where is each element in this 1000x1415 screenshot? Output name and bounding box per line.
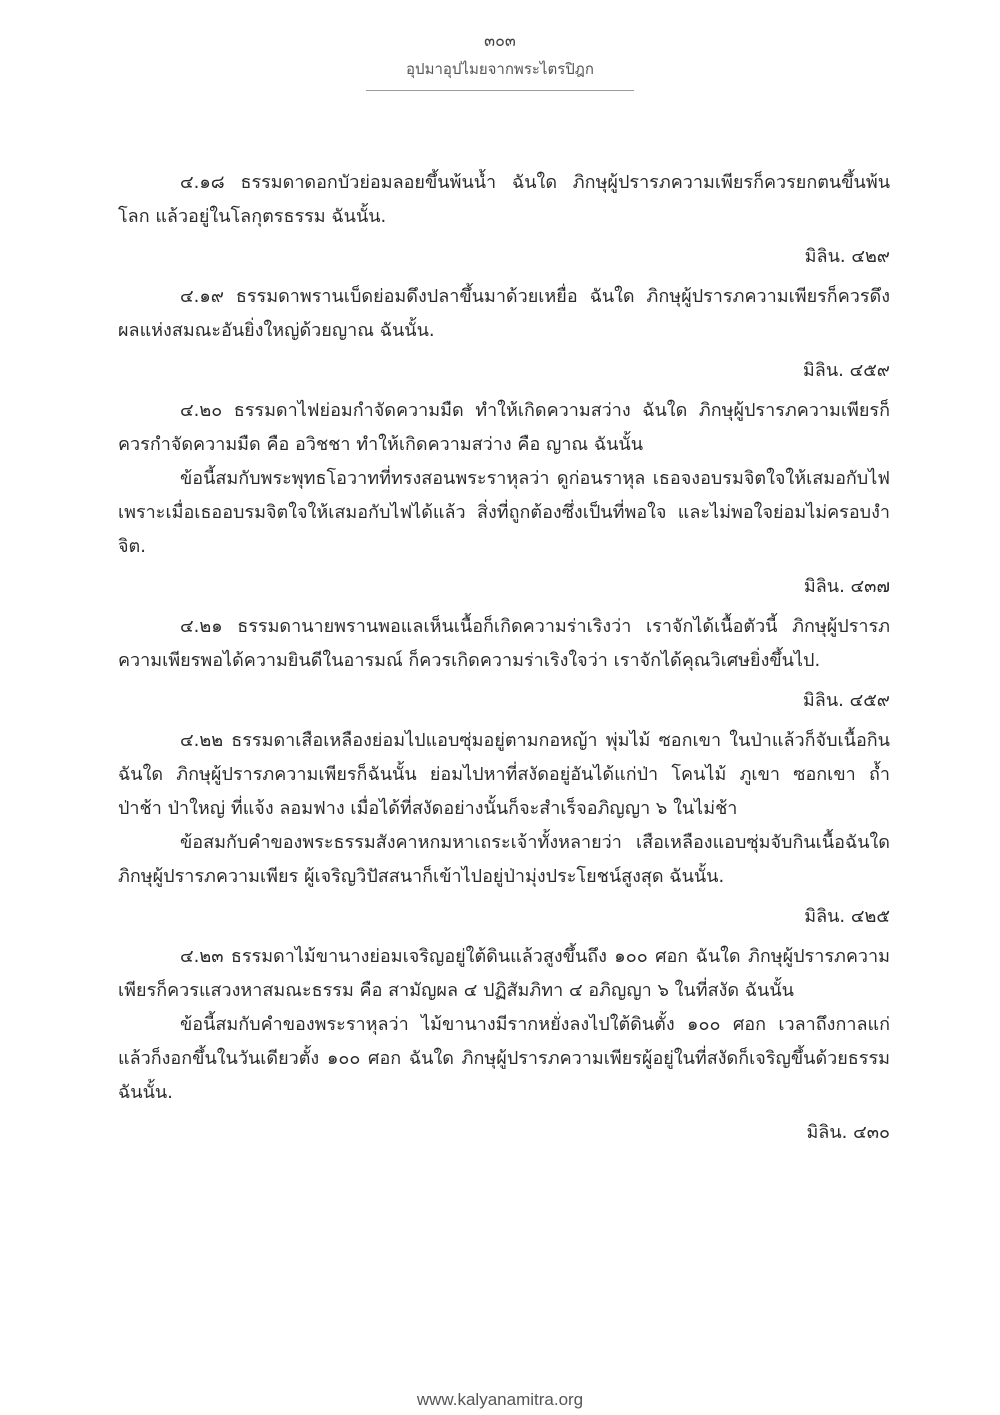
page-number: ๓๐๓ [484, 31, 516, 50]
paragraph-4-23: ๔.๒๓ ธรรมดาไม้ขานางย่อมเจริญอยู่ใต้ดินแล้วสูงขึ้นถึง ๑๐๐ ศอก ฉันใด ภิกษุผู้ปรารภความเพียรก็ควรแสวงหาสมณะธรรม คือ สามัญผล ๔ ปฏิสัมภิทา ๔ อภิญญา ๖ ในที่สงัด ฉันนั้น [118, 946, 890, 1001]
reference-citation: มิลิน. ๔๕๙ [802, 360, 890, 381]
paragraph-4-21: ๔.๒๑ ธรรมดานายพรานพอแลเห็นเนื้อก็เกิดความร่าเริงว่า เราจักได้เนื้อตัวนี้ ภิกษุผู้ปรารภความเพียรพอได้ความยินดีในอารมณ์ ก็ควรเกิดความร่าเริงใจว่า เราจักได้คุณวิเศษยิ่งขึ้นไป. [118, 616, 890, 671]
paragraph-4-20: ๔.๒๐ ธรรมดาไฟย่อมกำจัดความมืด ทำให้เกิดความสว่าง ฉันใด ภิกษุผู้ปรารภความเพียรก็ควรกำจัดความมืด คือ อวิชชา ทำให้เกิดความสว่าง คือ ญาณ ฉันนั้น [118, 400, 890, 455]
page-body [118, 166, 890, 1156]
page-header [0, 30, 1000, 91]
paragraph-4-18: ๔.๑๘ ธรรมดาดอกบัวย่อมลอยขึ้นพ้นน้ำ ฉันใด ภิกษุผู้ปรารภความเพียรก็ควรยกตนขึ้นพ้นโลก แล้วอยู่ในโลกุตรธรรม ฉันนั้น. [118, 172, 890, 227]
paragraph-commentary: ข้อนี้สมกับพระพุทธโอวาทที่ทรงสอนพระราหุลว่า ดูก่อนราหุล เธอจงอบรมจิตใจให้เสมอกับไฟ เพราะเมื่อเธออบรมจิตใจให้เสมอกับไฟได้แล้ว สิ่งที่ถูกต้องซึ่งเป็นที่พอใจ และไม่พอใจย่อมไม่ครอบงำจิต. [118, 468, 890, 557]
reference-citation: มิลิน. ๔๓๐ [806, 1122, 890, 1143]
paragraph-commentary: ข้อนี้สมกับคำของพระราหุลว่า ไม้ขานางมีรากหยั่งลงไปใต้ดินตั้ง ๑๐๐ ศอก เวลาถึงกาลแก่แล้วก็งอกขึ้นในวันเดียวตั้ง ๑๐๐ ศอก ฉันใด ภิกษุผู้ปรารภความเพียรผู้อยู่ในที่สงัดก็เจริญขึ้นด้วยธรรม ฉันนั้น. [118, 1014, 890, 1103]
footer-url: www.kalyanamitra.org [416, 1390, 584, 1409]
paragraph-4-19: ๔.๑๙ ธรรมดาพรานเบ็ดย่อมดึงปลาขึ้นมาด้วยเหยื่อ ฉันใด ภิกษุผู้ปรารภความเพียรก็ควรดึงผลแห่งสมณะอันยิ่งใหญ่ด้วยญาณ ฉันนั้น. [118, 286, 890, 341]
reference-citation: มิลิน. ๔๓๗ [803, 576, 890, 597]
header-divider [366, 90, 634, 91]
paragraph-4-22: ๔.๒๒ ธรรมดาเสือเหลืองย่อมไปแอบซุ่มอยู่ตามกอหญ้า พุ่มไม้ ซอกเขา ในป่าแล้วก็จับเนื้อกิน ฉันใด ภิกษุผู้ปรารภความเพียรก็ฉันนั้น ย่อมไปหาที่สงัดอยู่อันได้แก่ป่า โคนไม้ ภูเขา ซอกเขา ถ้ำ ป่าช้า ป่าใหญ่ ที่แจ้ง ลอมฟาง เมื่อได้ที่สงัดอย่างนั้นก็จะสำเร็จอภิญญา ๖ ในไม่ช้า [118, 730, 890, 819]
reference-citation: มิลิน. ๔๒๙ [804, 246, 890, 267]
reference-citation: มิลิน. ๔๕๙ [802, 690, 890, 711]
book-title: อุปมาอุปไมยจากพระไตรปิฎก [406, 60, 594, 78]
paragraph-commentary: ข้อสมกับคำของพระธรรมสังคาหกมหาเถระเจ้าทั้งหลายว่า เสือเหลืองแอบซุ่มจับกินเนื้อฉันใด ภิกษุผู้ปรารภความเพียร ผู้เจริญวิปัสสนาก็เข้าไปอยู่ป่ามุ่งประโยชน์สูงสุด ฉันนั้น. [118, 832, 890, 887]
reference-citation: มิลิน. ๔๒๕ [804, 906, 890, 927]
